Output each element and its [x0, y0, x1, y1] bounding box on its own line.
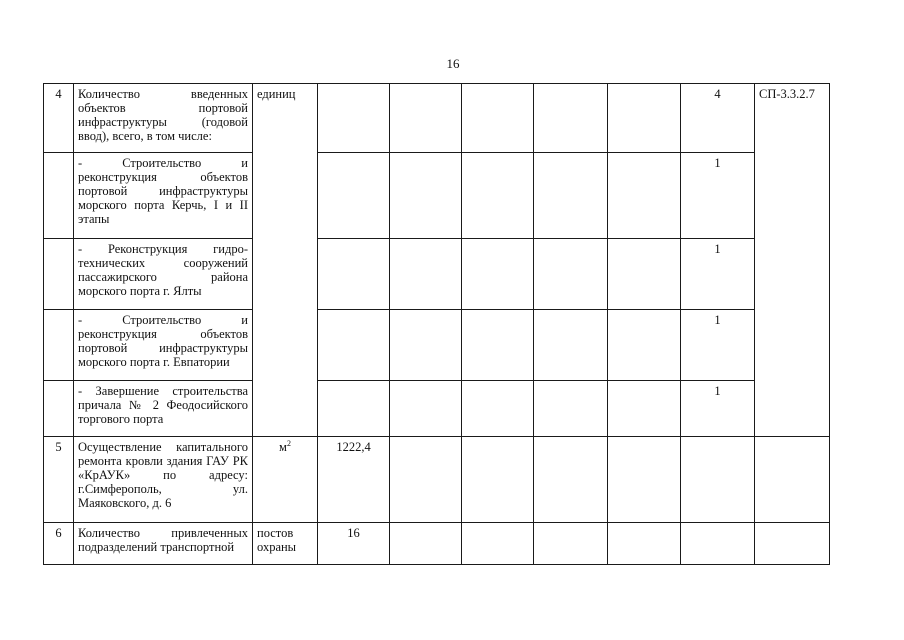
indicator-name: - Завершение строительства причала № 2 Феодосийского торгового порта — [74, 381, 253, 437]
empty-cell — [462, 437, 534, 523]
empty-cell — [462, 523, 534, 565]
row-number: 4 — [44, 84, 74, 153]
empty-cell — [390, 523, 462, 565]
total-cell — [681, 437, 755, 523]
table-row — [44, 437, 830, 523]
empty-cell — [608, 239, 681, 310]
row-number: 5 — [44, 437, 74, 523]
empty-cell — [462, 310, 534, 381]
table-row — [44, 523, 830, 565]
empty-cell — [462, 153, 534, 239]
indicator-name: Количество привлеченных подразделений транспортной — [74, 523, 253, 565]
unit-superscript: 2 — [286, 438, 291, 448]
empty-cell — [390, 381, 462, 437]
table-row — [44, 310, 830, 381]
table-row — [44, 153, 830, 239]
value-cell — [318, 84, 390, 153]
indicator-name: Количество введенных объектов портовой инфраструктуры (годовой ввод), всего, в том числе: — [74, 84, 253, 153]
reference-cell — [755, 523, 830, 565]
empty-cell — [462, 239, 534, 310]
total-cell: 1 — [681, 239, 755, 310]
empty-cell — [534, 153, 608, 239]
empty-cell — [534, 437, 608, 523]
indicators-table — [43, 83, 830, 565]
row-number — [44, 153, 74, 239]
empty-cell — [462, 381, 534, 437]
empty-cell — [608, 381, 681, 437]
row-number: 6 — [44, 523, 74, 565]
empty-cell — [534, 523, 608, 565]
total-cell — [681, 523, 755, 565]
empty-cell — [318, 239, 390, 310]
reference-cell: СП-3.3.2.7 — [755, 84, 830, 437]
indicator-name: - Строительство и реконструкция объектов портовой инфраструктуры морского порта Керчь, I и II этапы — [74, 153, 253, 239]
empty-cell — [390, 437, 462, 523]
row-number — [44, 239, 74, 310]
table-row — [44, 84, 830, 153]
unit-base: м — [279, 440, 287, 454]
reference-cell — [755, 437, 830, 523]
empty-cell — [462, 84, 534, 153]
empty-cell — [390, 153, 462, 239]
row-number — [44, 310, 74, 381]
value-cell: 16 — [318, 523, 390, 565]
empty-cell — [608, 523, 681, 565]
indicator-name: - Строительство и реконструкция объектов портовой инфраструктуры морского порта г. Евпатории — [74, 310, 253, 381]
empty-cell — [534, 310, 608, 381]
empty-cell — [608, 84, 681, 153]
empty-cell — [608, 153, 681, 239]
empty-cell — [318, 381, 390, 437]
unit-cell: постов охраны — [253, 523, 318, 565]
total-cell: 1 — [681, 381, 755, 437]
empty-cell — [318, 310, 390, 381]
empty-cell — [608, 310, 681, 381]
empty-cell — [534, 381, 608, 437]
empty-cell — [318, 153, 390, 239]
indicator-name: - Реконструкция гидро-технических сооружений пассажирского района морского порта г. Ялты — [74, 239, 253, 310]
table-row — [44, 381, 830, 437]
value-cell: 1222,4 — [318, 437, 390, 523]
empty-cell — [390, 84, 462, 153]
empty-cell — [390, 310, 462, 381]
total-cell: 1 — [681, 310, 755, 381]
row-number — [44, 381, 74, 437]
empty-cell — [608, 437, 681, 523]
empty-cell — [390, 239, 462, 310]
empty-cell — [534, 239, 608, 310]
empty-cell — [534, 84, 608, 153]
page-number: 16 — [446, 56, 460, 71]
indicator-name: Осуществление капитального ремонта кровли здания ГАУ РК «КрАУК» по адресу: г.Симферополь, ул. Маяковского, д. 6 — [74, 437, 253, 523]
unit-cell: единиц — [253, 84, 318, 437]
table-row — [44, 239, 830, 310]
total-cell: 4 — [681, 84, 755, 153]
unit-cell — [253, 437, 318, 523]
total-cell: 1 — [681, 153, 755, 239]
